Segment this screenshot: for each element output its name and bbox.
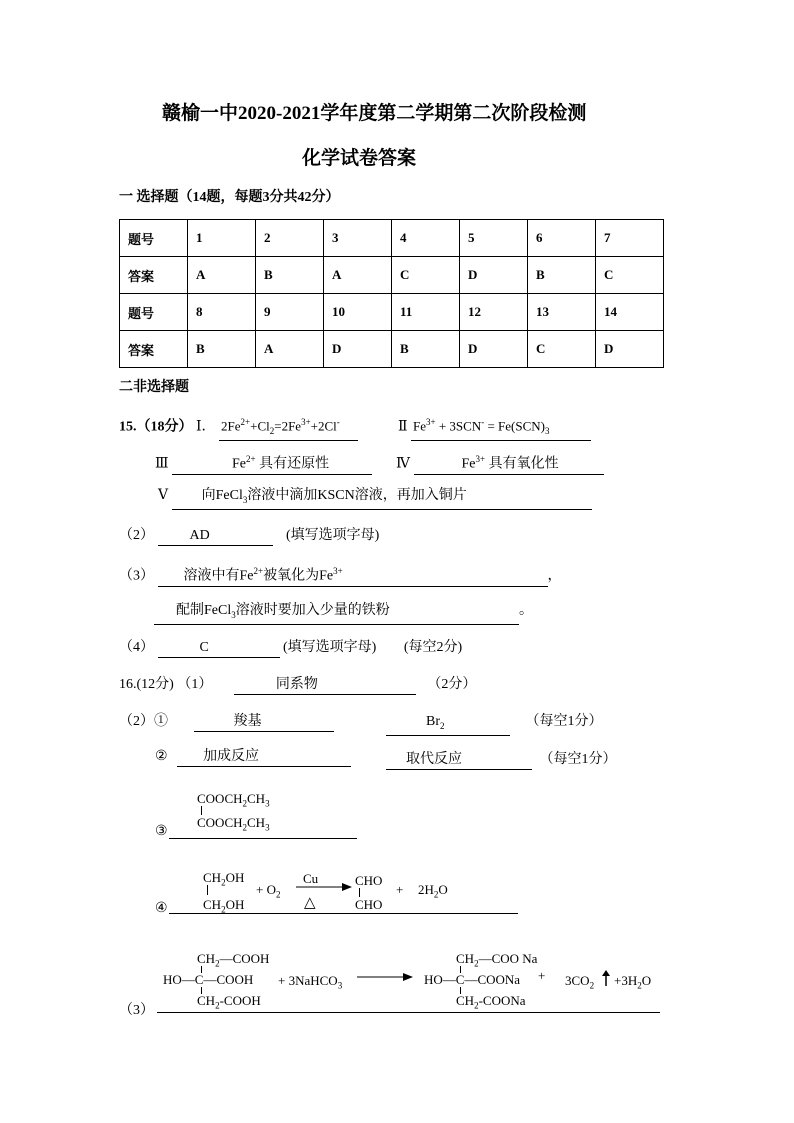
q15-part3b <box>154 599 533 625</box>
q16-c4-p1: CHO <box>355 873 383 888</box>
table-cell: D <box>460 257 528 294</box>
t: - <box>336 417 340 427</box>
t: +2Cl <box>310 418 337 434</box>
t: COOCH <box>197 791 243 806</box>
q15-part3 <box>119 562 562 587</box>
table-row <box>120 331 664 368</box>
t: 2 <box>474 958 479 969</box>
t: —COO Na <box>478 951 538 966</box>
q16-part2-2b <box>386 748 617 770</box>
q16-part1-answer: 同系物 <box>234 676 416 695</box>
gas-up-arrow-icon <box>602 970 610 986</box>
q15-iv-answer <box>414 450 604 475</box>
q16-c4-r2 <box>203 897 244 915</box>
t: 向FeCl <box>201 488 243 503</box>
table-cell: 8 <box>188 294 256 331</box>
q16-c4-plus2: + <box>396 882 404 897</box>
q16-r-arrow <box>357 972 413 982</box>
t: + O <box>256 882 276 897</box>
q16-c4-bond2 <box>359 888 360 897</box>
row-header-cell: 答案 <box>120 257 188 294</box>
table-cell: 2 <box>256 220 324 257</box>
t: 3+ <box>333 566 343 576</box>
q15-part3-label: （3） <box>119 568 154 584</box>
t: CH <box>456 993 475 1008</box>
t: 溶液中有Fe <box>183 568 254 584</box>
t: 2+ <box>240 417 251 427</box>
q16-c4-heat: △ <box>304 895 316 911</box>
q16-part2-label: （2）① <box>119 714 168 729</box>
t: CH <box>247 791 266 806</box>
q15-part2-note: (填写选项字母) <box>286 528 380 543</box>
t: - <box>481 417 485 427</box>
q15-part2-answer: AD <box>158 527 273 546</box>
section-nonchoice-heading: 二非选择题 <box>119 380 189 395</box>
q16-c4-o2 <box>256 882 280 900</box>
q15-v-answer <box>172 487 592 510</box>
t: 3+ <box>426 417 436 427</box>
table-cell: C <box>596 257 664 294</box>
q15-part4-note: (填写选项字母) <box>283 640 377 655</box>
table-cell: 14 <box>596 294 664 331</box>
t: 2 <box>269 425 275 436</box>
t: 2 <box>275 889 281 900</box>
q15-part4-score: (每空2分) <box>403 640 463 655</box>
q16-c4-label: ④ <box>155 901 168 916</box>
q16-c3-top <box>197 791 270 809</box>
q16-c3-bot <box>197 815 270 833</box>
table-cell: 12 <box>460 294 528 331</box>
q15-part4-answer: C <box>158 639 280 658</box>
t: 溶液中滴加KSCN溶液，再加入铜片 <box>247 488 467 503</box>
table-cell: 11 <box>392 294 460 331</box>
q16-c2-label: ② <box>155 749 168 764</box>
t: —COOH <box>219 951 270 966</box>
answer-table <box>119 219 664 368</box>
t: 2 <box>221 904 226 915</box>
t: 2 <box>440 720 445 731</box>
q16-label: 16.(12分) <box>119 677 174 692</box>
t: CH <box>203 870 222 885</box>
row-header-cell: 题号 <box>120 220 188 257</box>
t: -COOH <box>219 993 261 1008</box>
q15-part4-label: （4） <box>119 640 154 655</box>
t: 3 <box>545 425 550 436</box>
page-title: 赣榆一中2020-2021学年度第二学期第二次阶段检测 <box>162 103 587 124</box>
t: 3 <box>265 798 270 809</box>
t: 3 <box>337 980 343 991</box>
q16-part2-answer-b <box>386 713 510 736</box>
t: 溶液时要加入少量的铁粉 <box>235 603 390 618</box>
q15-part4 <box>119 636 462 658</box>
t: O <box>641 973 652 988</box>
t: ， <box>547 568 562 584</box>
t: CH <box>197 951 216 966</box>
table-cell: 4 <box>392 220 460 257</box>
t: +Cl <box>250 418 270 434</box>
table-row <box>120 294 664 331</box>
table-cell: 3 <box>324 220 392 257</box>
q16-r-bot <box>197 993 261 1011</box>
q16-part2-2 <box>155 748 351 767</box>
t: 3+ <box>475 454 486 464</box>
table-cell: B <box>392 331 460 368</box>
t: 2 <box>637 980 642 991</box>
t: OH <box>225 870 245 885</box>
t: 3 <box>231 609 236 620</box>
t: 2 <box>589 980 595 991</box>
row-header-cell: 题号 <box>120 294 188 331</box>
q16-pr-mid: HO—C—COONa <box>424 972 521 987</box>
t: CH <box>247 815 266 830</box>
t: 2+ <box>246 454 256 464</box>
q16-part1 <box>119 673 476 695</box>
q16-part2-1b <box>386 710 603 736</box>
t: + 3NaHCO <box>278 973 338 988</box>
q16-c2-answer-a: 加成反应 <box>177 748 351 767</box>
q16-c4-arrow <box>296 882 352 892</box>
q16-pr-plus: + <box>538 968 546 983</box>
table-cell: B <box>188 331 256 368</box>
q15-part3b-answer <box>154 602 519 625</box>
t: 2H <box>418 882 434 897</box>
t: 2 <box>474 1000 479 1011</box>
q16-c4-p2: CHO <box>355 897 383 912</box>
q15-line-1 <box>119 413 358 441</box>
q15-label: 15.（18分） <box>119 419 193 435</box>
table-row <box>120 220 664 257</box>
table-cell: A <box>256 331 324 368</box>
t: 具有还原性 <box>255 456 330 472</box>
t: Br <box>426 714 440 729</box>
table-cell: C <box>528 331 596 368</box>
q16-c3-underline <box>169 838 357 839</box>
q16-part2-score: （每空1分） <box>525 714 603 729</box>
t: 2 <box>215 1000 220 1011</box>
q15-ii-label: Ⅱ <box>398 419 408 435</box>
t: 3 <box>265 822 270 833</box>
table-cell: B <box>256 257 324 294</box>
t: 2 <box>215 958 220 969</box>
t: +3H <box>614 973 638 988</box>
q16-c3-label: ③ <box>155 824 168 839</box>
t: COOCH <box>197 815 243 830</box>
q15-i-label: Ⅰ． <box>196 419 216 435</box>
q15-part3-answer <box>158 562 548 587</box>
q15-ii-answer <box>411 413 591 441</box>
q15-iii-label: Ⅲ <box>155 456 169 472</box>
table-cell: A <box>324 257 392 294</box>
q16-pr-co2 <box>565 973 594 991</box>
row-header-cell: 答案 <box>120 331 188 368</box>
q16-part2-1 <box>119 710 334 732</box>
t: O <box>438 882 448 897</box>
table-cell: C <box>392 257 460 294</box>
t: 3CO <box>565 973 590 988</box>
q15-iv <box>396 450 604 475</box>
q15-iii <box>155 450 372 475</box>
section-choice-heading: 一 选择题（14题，每题3分共42分） <box>119 190 340 205</box>
q15-v <box>158 487 592 510</box>
q16-c3-bond <box>201 806 202 815</box>
q16-part2-answer-a: 羧基 <box>194 713 334 732</box>
t: Fe <box>461 456 476 472</box>
q15-i-answer <box>219 413 358 441</box>
table-cell: 1 <box>188 220 256 257</box>
q16-part3-label: （3） <box>119 1003 154 1018</box>
q16-c4-bond <box>207 885 208 895</box>
t: 2 <box>242 798 248 809</box>
table-cell: 13 <box>528 294 596 331</box>
t: 配制FeCl <box>176 603 232 618</box>
q16-pr-h2o <box>614 973 651 991</box>
t: 具有氧化性 <box>485 456 559 472</box>
q15-ii <box>398 413 591 441</box>
t: CH <box>456 951 475 966</box>
table-cell: D <box>596 331 664 368</box>
q15-iii-answer <box>172 450 372 475</box>
q16-part3-underline <box>157 1012 660 1013</box>
t: 2Fe <box>221 418 241 434</box>
t: + 3SCN <box>435 418 482 434</box>
table-cell: B <box>528 257 596 294</box>
q16-c4-catalyst: Cu <box>303 871 319 886</box>
q16-c2-answer-b: 取代反应 <box>386 751 532 770</box>
t: 2 <box>433 889 439 900</box>
q16-pr-top <box>456 951 537 969</box>
q16-pr-bot <box>456 993 526 1011</box>
t: Fe <box>232 456 247 472</box>
q16-c4-r1 <box>203 870 244 888</box>
t: CH <box>197 993 216 1008</box>
table-cell: 9 <box>256 294 324 331</box>
table-cell: A <box>188 257 256 294</box>
t: Fe <box>413 418 427 434</box>
q16-part1-label: （1） <box>177 677 213 692</box>
q16-r-mid: HO—C—COOH <box>163 972 254 987</box>
t: -COONa <box>478 993 526 1008</box>
table-row <box>120 257 664 294</box>
t: 3+ <box>301 417 311 427</box>
q15-iv-label: Ⅳ <box>396 456 410 472</box>
t: 2 <box>221 877 226 888</box>
q16-part1-score: （2分） <box>427 677 477 692</box>
table-cell: 10 <box>324 294 392 331</box>
q16-c4-underline <box>169 913 518 914</box>
table-cell: 5 <box>460 220 528 257</box>
table-cell: D <box>460 331 528 368</box>
table-cell: D <box>324 331 392 368</box>
t: 3 <box>242 494 248 505</box>
t: 2 <box>242 822 248 833</box>
table-cell: 7 <box>596 220 664 257</box>
t: 2+ <box>253 566 264 576</box>
t: =2Fe <box>274 418 302 434</box>
q15-part2-label: （2） <box>119 528 154 543</box>
t: OH <box>225 897 245 912</box>
t: = Fe(SCN) <box>484 418 545 434</box>
q16-r-reagent <box>278 973 342 991</box>
q16-c2-score: （每空1分） <box>539 752 617 767</box>
q16-c4-water <box>418 882 448 900</box>
q15-part2 <box>119 524 379 546</box>
page-subtitle: 化学试卷答案 <box>302 148 417 169</box>
q15-v-label: Ⅴ <box>158 488 169 503</box>
t: 被氧化为Fe <box>263 568 334 584</box>
table-cell: 6 <box>528 220 596 257</box>
t: 。 <box>519 603 533 618</box>
q16-r-top <box>197 951 269 969</box>
t: CH <box>203 897 222 912</box>
